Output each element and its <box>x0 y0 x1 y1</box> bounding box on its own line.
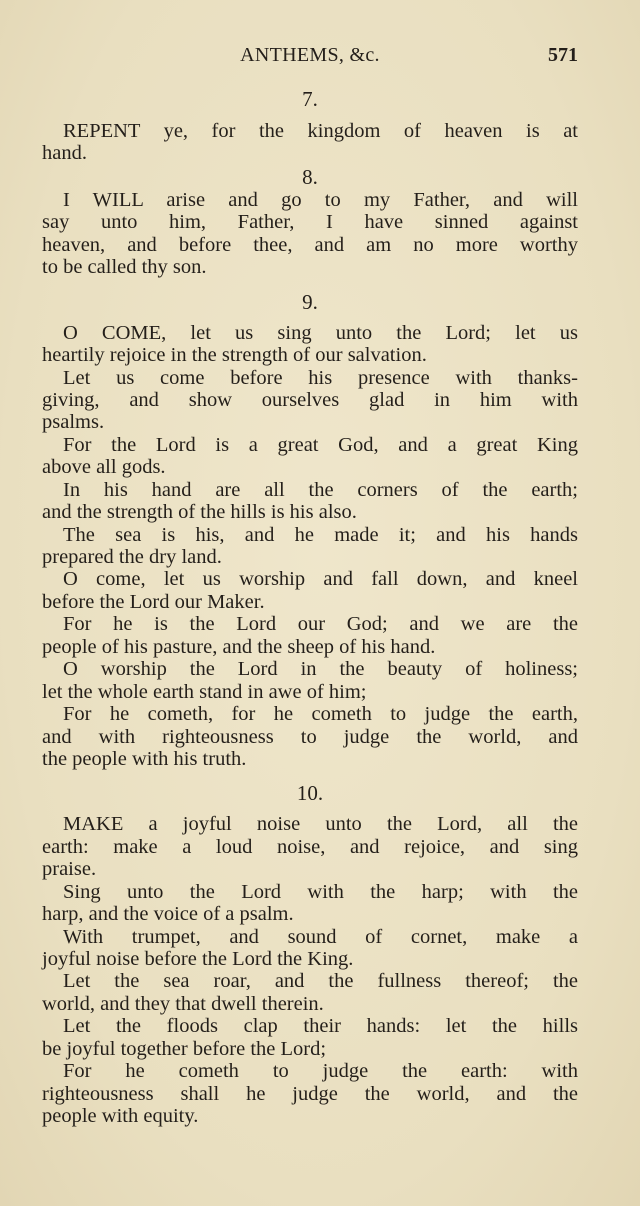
text-line: be joyful together before the Lord; <box>42 1037 327 1060</box>
paragraph <box>42 703 578 770</box>
anthem-section <box>42 87 578 165</box>
text-line: psalms. <box>42 411 105 434</box>
paragraph <box>42 926 578 971</box>
text-line: people with equity. <box>42 1105 199 1128</box>
paragraph <box>42 189 578 279</box>
paragraph <box>42 658 578 703</box>
paragraph <box>42 434 578 479</box>
running-head <box>42 44 578 72</box>
paragraph <box>42 813 578 880</box>
text-line: Let the floods clap their hands: let the hills <box>63 1015 578 1038</box>
text-line: earth: make a loud noise, and rejoice, and sing <box>42 835 578 858</box>
text-line: above all gods. <box>42 456 166 479</box>
text-line: let the whole earth stand in awe of him; <box>42 680 367 703</box>
paragraph <box>42 322 578 367</box>
text-line: prepared the dry land. <box>42 546 222 568</box>
paragraph <box>42 613 578 658</box>
text-line: MAKE a joyful noise unto the Lord, all the <box>63 813 578 836</box>
text-line: people of his pasture, and the sheep of his hand. <box>42 635 436 658</box>
text-line: For he cometh, for he cometh to judge the earth, <box>63 703 578 726</box>
text-line: harp, and the voice of a psalm. <box>42 903 294 926</box>
paragraph <box>42 367 578 434</box>
anthem-section <box>42 165 578 279</box>
anthem-section <box>42 781 578 1127</box>
anthem-section <box>42 290 578 771</box>
text-line: For he is the Lord our God; and we are the <box>63 613 578 636</box>
text-line: say unto him, Father, I have sinned against <box>42 211 578 234</box>
text-line: I WILL arise and go to my Father, and will <box>63 188 578 211</box>
text-line: Let us come before his presence with thanks- <box>63 366 578 389</box>
text-line: REPENT ye, for the kingdom of heaven is at <box>63 120 578 142</box>
paragraph <box>42 120 578 165</box>
text-line: praise. <box>42 858 97 881</box>
text-line: the people with his truth. <box>42 747 247 770</box>
paragraph <box>42 881 578 926</box>
text-line: In his hand are all the corners of the earth; <box>63 478 578 501</box>
text-line: and the strength of the hills is his also. <box>42 501 357 524</box>
paragraph <box>42 568 578 613</box>
page-number: 571 <box>548 44 578 66</box>
anthem-number: 7. <box>302 87 318 111</box>
text-line: heaven, and before thee, and am no more worthy <box>42 233 578 256</box>
text-line: world, and they that dwell therein. <box>42 992 324 1015</box>
text-line: righteousness shall he judge the world, and the <box>42 1082 578 1105</box>
paragraph <box>42 479 578 524</box>
paragraph <box>42 1060 578 1127</box>
paragraph <box>42 1015 578 1060</box>
text-line: For he cometh to judge the earth: with <box>63 1060 578 1083</box>
paragraph <box>42 970 578 1015</box>
text-line: hand. <box>42 142 87 165</box>
page-body <box>42 87 578 1128</box>
text-line: giving, and show ourselves glad in him with <box>42 388 578 411</box>
text-line: O COME, let us sing unto the Lord; let us <box>63 321 578 344</box>
text-line: The sea is his, and he made it; and his hands <box>63 523 578 546</box>
anthem-number: 10. <box>296 781 324 806</box>
text-line: and with righteousness to judge the world, and <box>42 725 578 748</box>
text-line: joyful noise before the Lord the King. <box>42 948 354 970</box>
text-line: Sing unto the Lord with the harp; with the <box>63 880 578 903</box>
text-line: to be called thy son. <box>42 256 207 279</box>
paragraph <box>42 524 578 569</box>
text-line: For the Lord is a great God, and a great King <box>63 433 578 456</box>
running-title: ANTHEMS, &c. <box>240 44 380 66</box>
anthem-number: 8. <box>302 164 318 189</box>
text-line: With trumpet, and sound of cornet, make a <box>63 925 578 948</box>
anthem-number: 9. <box>302 289 318 314</box>
text-line: Let the sea roar, and the fullness thereof; the <box>63 970 578 993</box>
text-line: O come, let us worship and fall down, and kneel <box>63 568 578 591</box>
text-line: before the Lord our Maker. <box>42 590 265 613</box>
text-line: heartily rejoice in the strength of our salvation. <box>42 344 427 367</box>
text-line: O worship the Lord in the beauty of holiness; <box>63 658 578 681</box>
